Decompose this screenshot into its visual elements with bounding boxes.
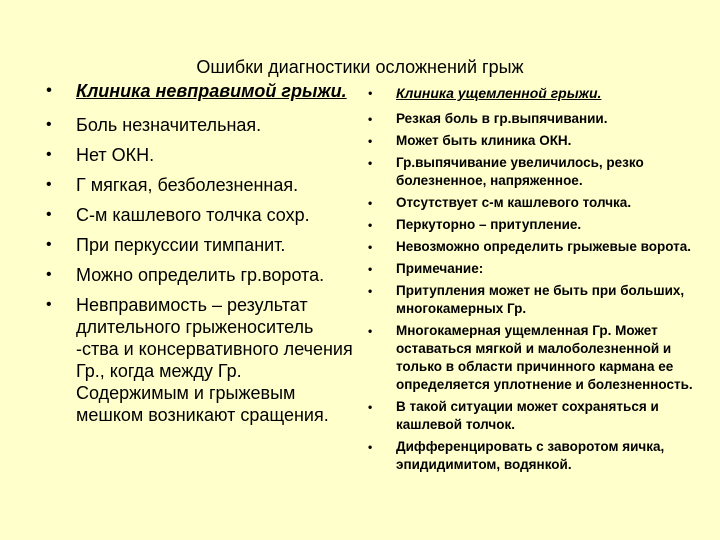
right-list-item: • Притупления может не быть при больших, многокамерных Гр. [396,282,718,318]
right-column-list [396,84,718,478]
right-list-item: • Многокамерная ущемленная Гр. Может оставаться мягкой и малоболезненной и только в области причинного кармана ее определяется уплотнение и болезненность. [396,322,718,394]
right-list-item: • Резкая боль в гр.выпячивании. [396,110,718,128]
left-list-item: • Невправимость – результат длительного грыженоситель -ства и консервативного лечения Гр., когда между Гр. Содержимым и грыжевым мешком возникают сращения. [76,294,356,426]
right-list-item: • В такой ситуации может сохраняться и кашлевой толчок. [396,398,718,434]
left-list-item: • Нет ОКН. [76,144,356,166]
right-list-item: • Невозможно определить грыжевые ворота. [396,238,718,256]
left-column-heading: • Клиника невправимой грыжи. [76,80,356,102]
right-column-heading: • Клиника ущемленной грыжи. [396,84,718,102]
left-list-item: • Г мягкая, безболезненная. [76,174,356,196]
right-list-item: • Гр.выпячивание увеличилось, резко болезненное, напряженное. [396,154,718,190]
left-column-list [76,80,356,434]
right-list-item: • Отсутствует с-м кашлевого толчка. [396,194,718,212]
left-list-item: • Можно определить гр.ворота. [76,264,356,286]
left-list-item: • С-м кашлевого толчка сохр. [76,204,356,226]
right-list-item: • Может быть клиника ОКН. [396,132,718,150]
right-list-item: • Перкуторно – притупление. [396,216,718,234]
left-list-item: • При перкуссии тимпанит. [76,234,356,256]
right-list-item: • Дифференцировать с заворотом яичка, эпидидимитом, водянкой. [396,438,718,474]
slide-title: Ошибки диагностики осложнений грыж [196,57,524,77]
left-list-item: • Боль незначительная. [76,114,356,136]
right-list-item: • Примечание: [396,260,718,278]
